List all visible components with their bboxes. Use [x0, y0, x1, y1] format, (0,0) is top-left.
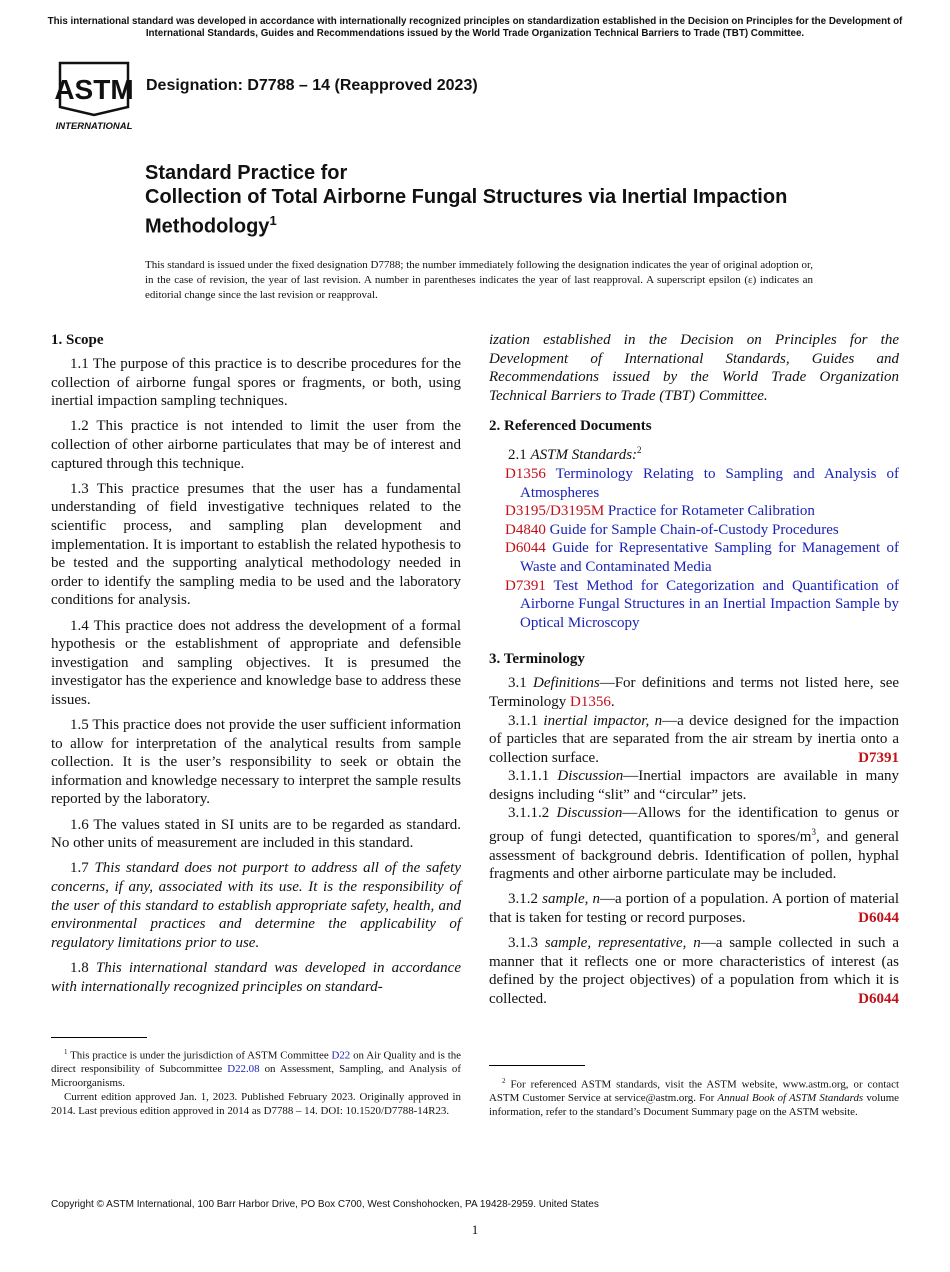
astm-logo: [52, 55, 136, 133]
ref-title[interactable]: Guide for Sample Chain-of-Custody Procedures: [549, 521, 839, 538]
paragraph-3-1: 3.1 Definitions—For definitions and terms not listed here, see Terminology D1356.: [489, 675, 900, 710]
ref-title[interactable]: Terminology Relating to Sampling and Analysis of Atmospheres: [520, 465, 899, 501]
top-notice: This international standard was developed in accordance with internationally recognized principles on standardization established in the Decision on Principles for the Development of International Standards, Guides and Recommendations issued by the World Trade Organization Technical Barriers to Trade (TBT) Committee.: [47, 16, 903, 39]
paragraph-1-6: 1.6 The values stated in SI units are to be regarded as standard. No other units of measurement are included in this standard.: [51, 816, 461, 852]
copyright-line: Copyright © ASTM International, 100 Barr Harbor Drive, PO Box C700, West Conshohocken, PA 19428-2959. United States: [51, 1199, 599, 1210]
paragraph-1-5: 1.5 This practice does not provide the user sufficient information to allow for interpretation of the analytical results from sample collection. It is the user’s responsibility to seek or obtain the information and knowledge necessary to interpret the sample results reported by the laboratory.: [51, 717, 461, 808]
paragraph-3-1-3: 3.1.3 sample, representative, n—a sample collected in such a manner that it reflects one or more characteristics of interest (as defined by the project objectives) of a population from which it is collected. D6044: [489, 935, 900, 1007]
ref-title[interactable]: Test Method for Categorization and Quantification of Airborne Fungal Structures in an Inertial Impaction Sample by Optical Microscopy: [520, 577, 900, 631]
designation: Designation: D7788 – 14 (Reapproved 2023): [146, 77, 478, 94]
footnote-1-edition: Current edition approved Jan. 1, 2023. Published February 2023. Originally approved in 2014. Last previous edition approved in 2014 as D7788 – 14. DOI: 10.1520/D7788-14R23.: [51, 1091, 461, 1117]
definition-source-d7391[interactable]: D7391: [858, 749, 899, 766]
document-title: [145, 161, 865, 239]
page-number: 1: [471, 1222, 479, 1237]
title-line-1: Standard Practice for: [145, 162, 348, 184]
section-heading-terminology: 3. Terminology: [489, 651, 585, 668]
section-heading-scope: 1. Scope: [51, 332, 104, 348]
paragraph-3-1-1-1: 3.1.1.1 Discussion—Inertial impactors are available in many designs including “slit” and “circular” jets.: [489, 768, 899, 803]
paragraph-3-1-1-2: 3.1.1.2 Discussion—Allows for the identification to genus or group of fungi detected, quantification to spores/$m^3$, and general assessment of background debris. Identification of pollen, hyphal fragments and other airborne particulate may be included.: [489, 805, 899, 883]
subcommittee-d22-08-link[interactable]: D22.08: [227, 1063, 260, 1076]
left-column: [51, 331, 461, 1003]
preamble: This standard is issued under the fixed designation D7788; the number immediately following the designation indicates the year of original adoption or, in the case of revision, the year of last revision. A number in parentheses indicates the year of last reapproval. A superscript epsilon (ε) indicates an editorial change since the last revision or reapproval.: [145, 259, 813, 301]
ref-code[interactable]: D4840: [505, 521, 546, 538]
footnote-2: $^2$ For referenced ASTM standards, visit the ASTM website, www.astm.org, or contact ASTM Customer Service at service@astm.org. For Annual Book of ASTM Standards volume information, refer to the standard’s Document Summary page on the ASTM website.: [489, 1077, 899, 1118]
footnote-1: $^1$ This practice is under the jurisdiction of ASTM Committee D22 on Air Quality and is the direct responsibility of Subcommittee D22.08 on Assessment, Sampling, and Analysis of Microorganisms.: [51, 1048, 461, 1089]
ref-title[interactable]: Guide for Representative Sampling for Management of Waste and Contaminated Media: [520, 540, 899, 575]
footnote-rule-left: [51, 1037, 147, 1038]
ref-code[interactable]: D6044: [505, 540, 546, 557]
paragraph-1-2: 1.2 This practice is not intended to limit the user from the collection of other airborne particulates that may be of interest and captured through this technique.: [51, 418, 461, 472]
footnote-rule-right: [489, 1065, 585, 1066]
title-footnote-marker: 1: [269, 213, 277, 228]
section-heading-referenced-documents: 2. Referenced Documents: [489, 418, 652, 435]
referenced-list: [489, 465, 899, 632]
ref-title[interactable]: Practice for Rotameter Calibration: [607, 503, 815, 520]
definition-source-d6044[interactable]: D6044: [858, 910, 899, 927]
ref-item[interactable]: [489, 465, 899, 502]
paragraph-1-3: 1.3 This practice presumes that the user has a fundamental understanding of field investigative techniques related to the scientific process, and sampling plan development and implementation. It is important to establish the related hypothesis to be tested and the supporting analytical methodology needed in order to identify the sampling media to be used and the laboratory conditions for analysis.: [51, 480, 461, 609]
footnotes-right: [489, 1075, 899, 1120]
ref-code[interactable]: D7391: [505, 577, 546, 594]
ref-code[interactable]: D3195/D3195M: [505, 503, 605, 520]
ref-item[interactable]: [489, 577, 899, 633]
ref-item[interactable]: [489, 539, 899, 576]
logo-letters: ASTM: [54, 74, 134, 105]
ref-item[interactable]: [489, 521, 899, 540]
ref-code[interactable]: D1356: [505, 465, 546, 482]
definition-source-d6044[interactable]: D6044: [858, 991, 899, 1007]
paragraph-1-8-end: ization established in the Decision on Principles for the Development of International Standards, Guides and Recommendations issued by the World Trade Organization Technical Barriers to Trade (TBT) Committee.: [489, 332, 899, 404]
paragraph-3-1-2: 3.1.2 sample, n—a portion of a population. A portion of material that is taken for testing or record purposes. D6044: [489, 891, 899, 927]
right-column: [489, 331, 899, 1015]
logo-word: INTERNATIONAL: [55, 121, 133, 132]
committee-d22-link[interactable]: D22: [331, 1049, 351, 1062]
ref-item[interactable]: [489, 502, 899, 521]
paragraph-3-1-1: 3.1.1 inertial impactor, n—a device designed for the impaction of particles that are separated from the air stream by inertia onto a collection surface. D7391: [489, 712, 900, 766]
subsection-astm-standards: 2.1 ASTM Standards:$^2$: [508, 445, 642, 464]
paragraph-1-4: 1.4 This practice does not address the development of a formal hypothesis or the establishment of appropriate and defensible investigation and sampling objectives. It is presumed the investigator has the experience and knowledge base to address these issues.: [51, 617, 461, 708]
footnotes-left: [51, 1046, 461, 1120]
paragraph-1-1: 1.1 The purpose of this practice is to describe procedures for the collection of airborne fungal spores or fragments, or both, using inertial impaction sampling techniques.: [51, 356, 461, 410]
paragraph-1-7: 1.7 This standard does not purport to address all of the safety concerns, if any, associated with its use. It is the responsibility of the user of this standard to establish appropriate safety, health, and environmental practices and determine the applicability of regulatory limitations prior to use.: [51, 860, 462, 951]
terminology-d1356-link[interactable]: D1356: [570, 693, 611, 710]
title-line-2: Collection of Total Airborne Fungal Structures via Inertial Impaction Methodology$^1$: [145, 186, 788, 238]
paragraph-1-8-start: 1.8 This international standard was developed in accordance with internationally recognized principles on standard-: [51, 959, 462, 995]
